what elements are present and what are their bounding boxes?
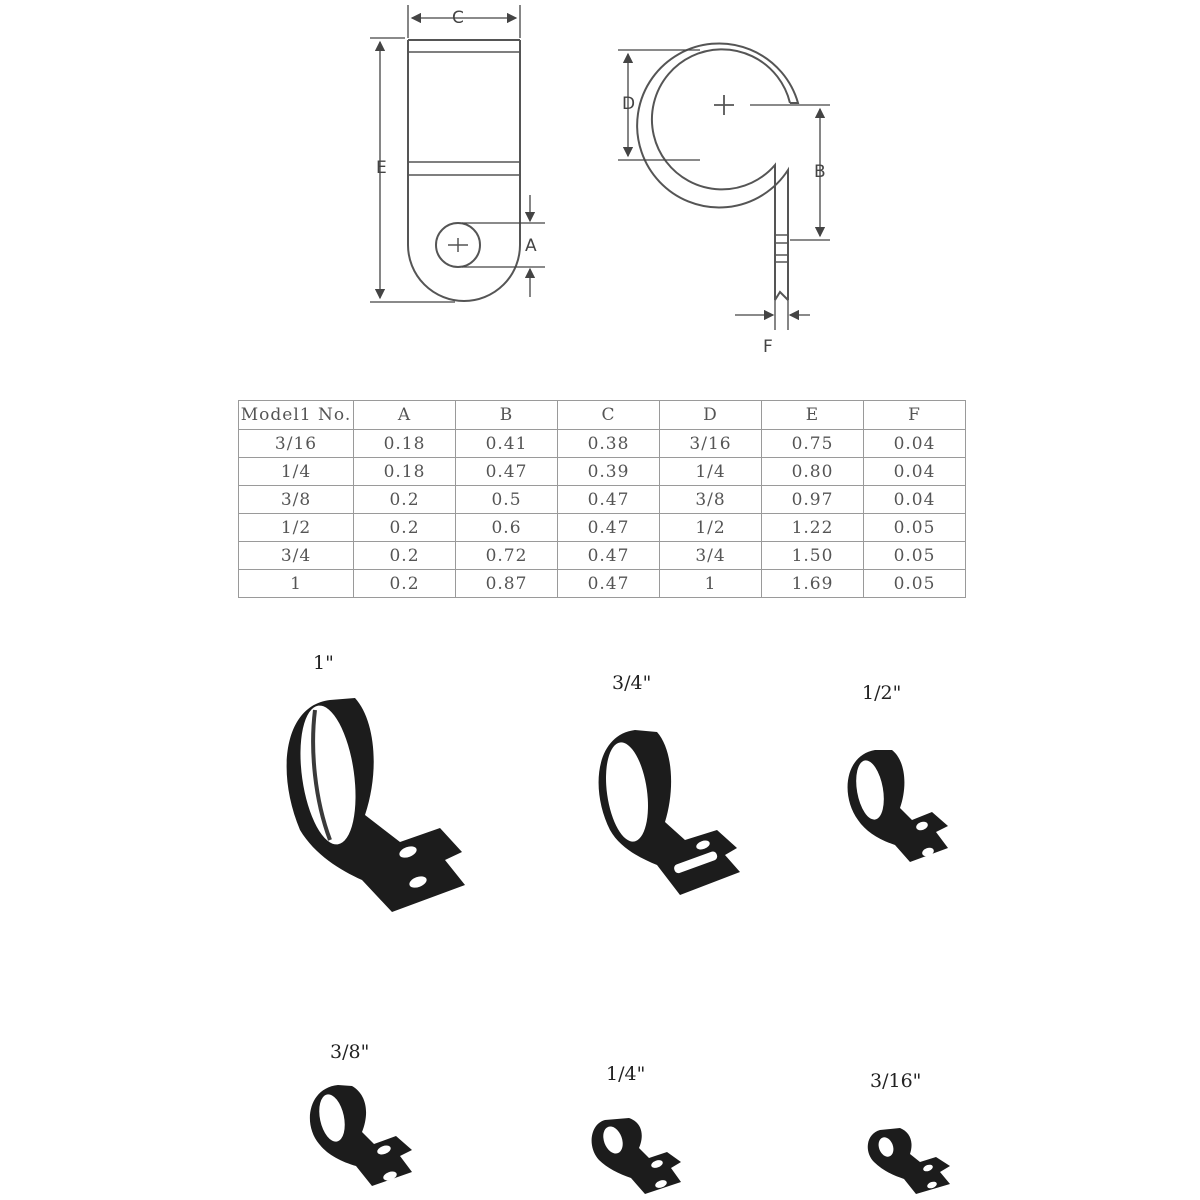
size-label-1-4: 1/4" <box>606 1063 646 1085</box>
clamp-image-1-2 <box>840 740 950 865</box>
side-view <box>637 43 798 300</box>
value-cell: 1.22 <box>762 514 864 542</box>
value-cell: 3/8 <box>660 486 762 514</box>
value-cell: 3/16 <box>660 430 762 458</box>
value-cell: 0.80 <box>762 458 864 486</box>
clamp-image-1 <box>270 680 470 920</box>
value-cell: 0.2 <box>354 514 456 542</box>
table-row <box>239 458 966 486</box>
size-label-1: 1" <box>313 652 334 674</box>
table-row <box>239 486 966 514</box>
value-cell: 0.2 <box>354 486 456 514</box>
model-cell: 3/8 <box>239 486 354 514</box>
table-row <box>239 430 966 458</box>
value-cell: 0.05 <box>864 542 966 570</box>
value-cell: 0.97 <box>762 486 864 514</box>
table-header-cell: D <box>660 401 762 430</box>
table-header-cell: C <box>558 401 660 430</box>
dim-label-b: B <box>814 162 826 182</box>
dim-label-a: A <box>525 236 537 256</box>
dim-label-f: F <box>763 337 773 357</box>
table-header-cell: A <box>354 401 456 430</box>
size-label-3-4: 3/4" <box>612 672 652 694</box>
table-header-cell: B <box>456 401 558 430</box>
value-cell: 0.18 <box>354 430 456 458</box>
technical-drawing <box>0 0 1200 400</box>
value-cell: 0.2 <box>354 570 456 598</box>
model-cell: 1 <box>239 570 354 598</box>
value-cell: 0.72 <box>456 542 558 570</box>
value-cell: 3/4 <box>660 542 762 570</box>
model-cell: 3/16 <box>239 430 354 458</box>
value-cell: 0.38 <box>558 430 660 458</box>
table-row <box>239 570 966 598</box>
table-header-cell: F <box>864 401 966 430</box>
clamp-image-1-4 <box>585 1112 685 1197</box>
value-cell: 0.5 <box>456 486 558 514</box>
table-header-cell: E <box>762 401 864 430</box>
value-cell: 0.05 <box>864 514 966 542</box>
table-row <box>239 514 966 542</box>
value-cell: 1.50 <box>762 542 864 570</box>
value-cell: 0.04 <box>864 486 966 514</box>
value-cell: 0.18 <box>354 458 456 486</box>
value-cell: 0.04 <box>864 430 966 458</box>
value-cell: 0.6 <box>456 514 558 542</box>
table-header-row <box>239 401 966 430</box>
model-cell: 3/4 <box>239 542 354 570</box>
dim-label-e: E <box>376 158 387 178</box>
spec-table <box>238 400 966 598</box>
value-cell: 0.47 <box>456 458 558 486</box>
value-cell: 0.47 <box>558 486 660 514</box>
table-body <box>239 430 966 598</box>
clamp-image-3-16 <box>862 1122 954 1197</box>
dim-label-c: C <box>452 8 464 28</box>
value-cell: 0.39 <box>558 458 660 486</box>
value-cell: 0.87 <box>456 570 558 598</box>
value-cell: 0.04 <box>864 458 966 486</box>
size-label-3-16: 3/16" <box>870 1070 922 1092</box>
value-cell: 0.05 <box>864 570 966 598</box>
value-cell: 1/4 <box>660 458 762 486</box>
value-cell: 0.75 <box>762 430 864 458</box>
value-cell: 0.41 <box>456 430 558 458</box>
value-cell: 0.47 <box>558 570 660 598</box>
front-view <box>408 40 520 301</box>
model-cell: 1/4 <box>239 458 354 486</box>
model-cell: 1/2 <box>239 514 354 542</box>
value-cell: 0.47 <box>558 514 660 542</box>
clamp-image-3-4 <box>585 720 745 900</box>
value-cell: 1 <box>660 570 762 598</box>
clamp-image-3-8 <box>300 1080 415 1190</box>
dim-label-d: D <box>622 94 636 114</box>
value-cell: 0.47 <box>558 542 660 570</box>
table-header-cell: Model1 No. <box>239 401 354 430</box>
value-cell: 1/2 <box>660 514 762 542</box>
size-label-3-8: 3/8" <box>330 1041 370 1063</box>
value-cell: 1.69 <box>762 570 864 598</box>
table-row <box>239 542 966 570</box>
value-cell: 0.2 <box>354 542 456 570</box>
size-label-1-2: 1/2" <box>862 682 902 704</box>
